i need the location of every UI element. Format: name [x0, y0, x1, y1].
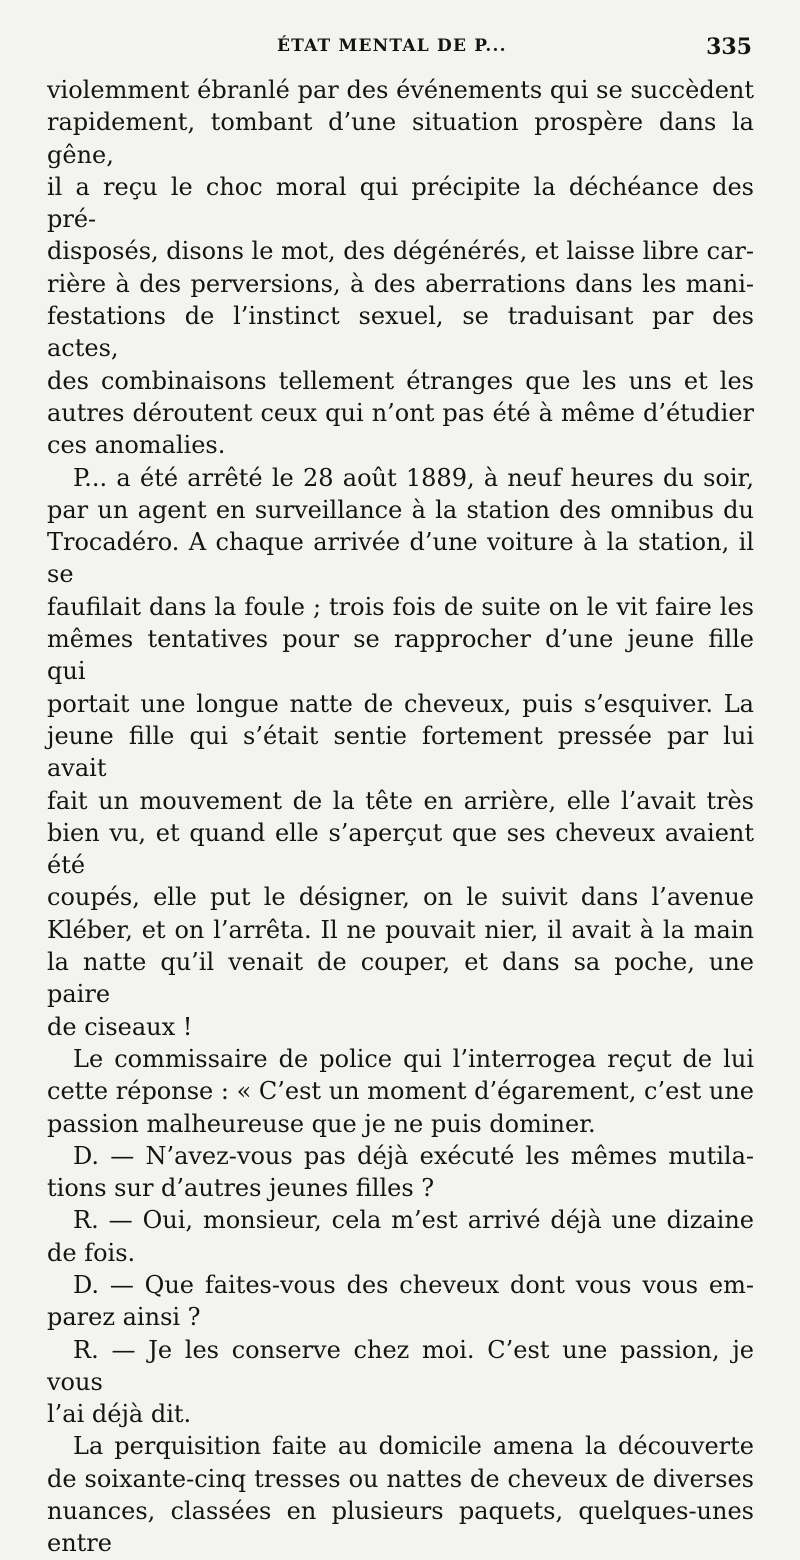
text-line: ces anomalies.: [47, 431, 226, 460]
text-line: tions sur d’autres jeunes filles ?: [47, 1174, 435, 1203]
text-line: de fois.: [47, 1238, 136, 1267]
text-line: faufilait dans la foule ; trois fois de suite on le vit faire les: [47, 592, 754, 621]
text-line: Le commissaire de police qui l’interrogea reçut de lui: [73, 1044, 754, 1073]
text-line: cette réponse : « C’est un moment d’égarement, c’est une: [47, 1077, 754, 1106]
text-line: rière à des perversions, à des aberrations dans les mani-: [47, 269, 754, 298]
text-line: autres déroutent ceux qui n’ont pas été à même d’étudier: [47, 398, 754, 427]
text-line: la natte qu’il venait de couper, et dans sa poche, une paire: [47, 948, 754, 1009]
running-header: [47, 34, 754, 74]
running-title: ÉTAT MENTAL DE P...: [277, 36, 507, 56]
text-line: passion malheureuse que je ne puis dominer.: [47, 1109, 596, 1138]
text-line: La perquisition faite au domicile amena la découverte: [73, 1432, 754, 1461]
text-line: disposés, disons le mot, des dégénérés, et laisse libre car-: [47, 237, 754, 266]
text-line: violemment ébranlé par des événements qui se succèdent: [47, 76, 754, 104]
text-line: parez ainsi ?: [47, 1303, 201, 1332]
text-line: P... a été arrêté le 28 août 1889, à neuf heures du soir,: [73, 463, 754, 492]
text-line: il a reçu le choc moral qui précipite la déchéance des pré-: [47, 172, 754, 234]
text-line: de soixante-cinq tresses ou nattes de cheveux de diverses: [47, 1464, 754, 1493]
text-line: R. — Oui, monsieur, cela m’est arrivé déjà une dizaine: [73, 1206, 754, 1235]
text-line: festations de l’instinct sexuel, se traduisant par des actes,: [47, 302, 754, 363]
text-line: Trocadéro. A chaque arrivée d’une voiture à la station, il se: [47, 528, 754, 589]
text-line: fait un mouvement de la tête en arrière, elle l’avait très: [47, 786, 754, 815]
text-line: mêmes tentatives pour se rapprocher d’une jeune fille qui: [47, 625, 754, 686]
text-line: l’ai déjà dit.: [47, 1400, 192, 1429]
text-line: Kléber, et on l’arrêta. Il ne pouvait nier, il avait à la main: [47, 915, 754, 944]
text-line: de ciseaux !: [47, 1012, 193, 1041]
text-line: par un agent en surveillance à la station des omnibus du: [47, 495, 754, 524]
text-line: R. — Je les conserve chez moi. C’est une passion, je vous: [47, 1335, 754, 1396]
text-line: coupés, elle put le désigner, on le suivit dans l’avenue: [47, 883, 754, 912]
text-line: des combinaisons tellement étranges que les uns et les: [47, 366, 754, 395]
text-line: nuances, classées en plusieurs paquets, quelques-unes entre: [47, 1497, 754, 1558]
text-line: portait une longue natte de cheveux, puis s’esquiver. La: [47, 689, 754, 718]
body-text: [47, 74, 754, 1560]
text-line: D. — N’avez-vous pas déjà exécuté les mêmes mutila-: [73, 1141, 754, 1170]
text-line: jeune fille qui s’était sentie fortement pressée par lui avait: [47, 721, 754, 783]
page-number: 335: [706, 34, 752, 60]
text-line: rapidement, tombant d’une situation prospère dans la gêne,: [47, 108, 754, 169]
text-line: D. — Que faites-vous des cheveux dont vous vous em-: [73, 1270, 754, 1299]
text-line: bien vu, et quand elle s’aperçut que ses cheveux avaient été: [47, 818, 754, 880]
